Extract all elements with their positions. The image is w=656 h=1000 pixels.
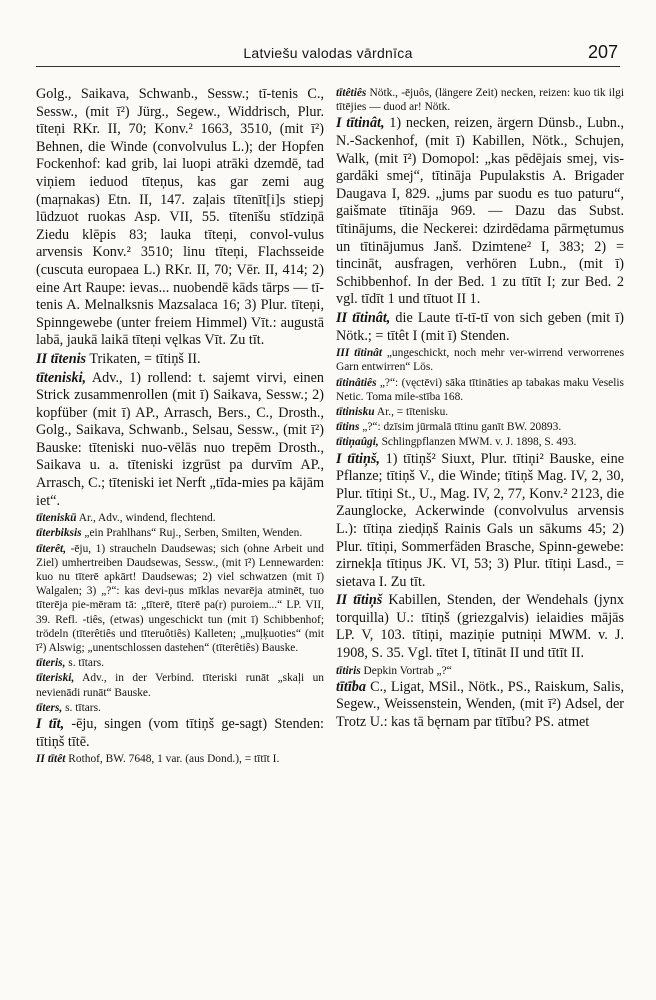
dictionary-entry: tīteniski, Adv., 1) rollend: t. sajemt virvi, einen Strick zusammenrollen (mit ī) Saikava, Sessw.; 2) kopfüber (mit ī) AP., Arrasch, Bers., C., Drosth., Golg., Saikava, Schwanb., Selsau, Sessw., (mit ī²) Bauske: tīteniski nuo-vēlās nuo trepēm Drosth., Saikava u. a. tīteniski izgrūst pa durvīm AP., Arrasch, C.; tīteniski iet Nerft „tīda-mies pa kājām iet“. [36,369,324,509]
dictionary-entry: tīterêt, -ēju, 1) straucheln Daudsewas; sich (ohne Arbeit und Ziel) umhertreiben Daudsewas, Sessw., (mit ī²) Lennewarden: kuo nu tīterē apkārt! Daudsewas; 2) viel schwatzen (mit ī) Walgalen; 3) „?“: kas devi-ņus mīklas nevarēja atminēt, tuo tīterēja pie-mēram tā: „tīterē, tīterē pa(r) puroiem...“ LP. VII, 39. Refl. -tiês, (etwas) ungeschickt tun (mit ī) Schibbenhof; trödeln (tīterêtiês und tīteruôtiês) Kalleten; „muļķuoties“ (mit ī²) Alswig; „unentschlossen dastehen“ (tīterêtiês) Bauske. [36,542,324,655]
dictionary-entry: II tītinât, die Laute tī-tī-tī von sich geben (mit ī) Nötk.; = tītêt I (mit ī) Stenden. [336,309,624,344]
dictionary-entry: tīteriski, Adv., in der Verbind. tīteriski runāt „skaļi un nevienādi runāt“ Bauske. [36,672,324,699]
continued-entry: Golg., Saikava, Schwanb., Sessw.; tī-tenis C., Sessw., (mit ī²) Jürg., Segew., Widdrisch, Plur. tīteņi RKr. II, 70; Konv.² 1663, 3510, (mit ī²) Behnen, die Winde (convolvulus L.); der Hopfen Fockenhof: kad grib, lai luopi atrāki dzemdē, tad viņiem ieduod tīteņus, kas gar zemi aug (maŗnakas) Etn. II, 147. zaļais tītenīt[i]s stiepj lūdzuot ruokas Asp. VII, 55. tītenīšu stīdziņā Ziedu klēpis 83; lauka tīteņi, convol-vulus arvensis Konv.² 3510; linu tīteņi, Flachsseide (cuscuta europaea L.) RKr. II, 70; Vēr. II, 414; 2) eine Art Raupe: ievas... nuobendē kāds tārps — tī-tenis A. Melnalksnis Mazsalaca 16; 3) Plur. tīteņi, Spinngewebe (unter freiem Himmel) Vīt.: augustā labā, jaukā laikā tīteņi vęlkas Vīt. Zu tīt. [36,86,324,349]
right-column [336,86,624,732]
dictionary-entry: tītinâtiês „?“: (vęctēvi) sāka tītināties ap tabakas maku Veselis Netic. Toma mile-stība 168. [336,376,624,403]
dictionary-entry: tīterbiksis „ein Prahlhans“ Ruj., Serben, Smilten, Wenden. [36,527,303,540]
page-header [36,44,620,67]
dictionary-entry: tītinisku Ar., = tītenisku. [336,405,449,418]
dictionary-entry: I tīt, -ēju, singen (vom tītiņš ge-sagt) Stenden: tītiņš tītē. [36,716,324,750]
dictionary-entry: tītins „?“: dzīsim jūrmalā tītinu ganīt BW. 20893. [336,421,562,434]
dictionary-entry: I tītiņš, 1) tītiņš² Siuxt, Plur. tītiņi² Bauske, eine Pflanze; tītiņš V., die Winde; tītiņš Mag. IV, 2, 30, Plur. tītiņi St., U., Mag. IV, 2, 77, Konv.² 2123, die Zaunglocke, Ackerwinde (convolvulus arvensis L.): tītiņa zied̦iņš Rainis Gals un sākums 45; 2) Plur. tītiņi, Sommerfäden Brasche, Spinn-gewebe: zirnekļa tītiņus JK. VI, 53; 3) Plur. tītiņi Lasd., = sietava I. Zu tīt. [336,450,624,590]
dictionary-entry: tīters, s. tītars. [36,701,101,714]
dictionary-entry: III tītinât „ungeschickt, noch mehr ver-wirrend verworrenes Garn entwirren“ Lös. [336,347,624,374]
dictionary-entry: tītiņaûgi, Schlingpflanzen MWM. v. J. 1898, S. 493. [336,436,577,449]
dictionary-entry: I tītinât, 1) necken, reizen, ärgern Dünsb., Lubn., N.-Sackenhof, (mit ī) Kabillen, Nötk., Schujen, Walk, (mit ī²) Domopol: „kas pēdējais smej, vis-gardāki smej“, tītināja Pupulakstis A. Brigader Daugava I, 829. „jums par suodu es tuo paturu“, gaišmate tītināja 969. — Dazu das Subst. tītinājums, die Neckerei: dzirdēdama pārmętumus un tītinājumus Janš. Dzimtene² I, 383; 2) = tincināt, ausfragen, verhören Lubn., (mit ī) Schibbenhof. In der Bed. 1 zu tītīt I; zur Bed. 2 vgl. tīdīt 1 und tītuot II 1. [336,115,624,308]
dictionary-entry: tīteniskū Ar., Adv., windend, flechtend. [36,512,216,525]
page-number: 207 [587,42,618,62]
dictionary-title: Latviešu valodas vārdnīca [243,45,413,61]
dictionary-entry: tītiris Depkin Vortrab „?“ [336,664,452,677]
dictionary-entry: tītêtiês Nötk., -ējuôs, (längere Zeit) necken, reizen: kuo tik ilgi tītējies — duod ar! Nötk. [336,87,624,114]
dictionary-entry: tīteris, s. tītars. [36,657,105,670]
dictionary-entry: II tītiņš Kabillen, Stenden, der Wendehals (jynx torquilla) U.: tītiņš (griezgalvis) ielaidies mājās LP. V, 103. tītiņi, maziņie putniņi MWM. v. J. 1908, S. 35. Vgl. tītet I, tītināt II und tītīt II. [336,592,624,662]
dictionary-entry: II tītenis Trikaten, = tītiņš II. [36,350,201,367]
dictionary-entry: II tītêt Rothof, BW. 7648, 1 var. (aus Dond.), = tītīt I. [36,753,280,766]
left-column [36,86,324,766]
dictionary-entry: tītība C., Ligat, MSil., Nötk., PS., Raiskum, Salis, Segew., Weissenstein, Wenden, (mit ī²) Adsel, der Trotz U.: kas tā bęrnam par tītību? PS. atmet [336,678,624,731]
